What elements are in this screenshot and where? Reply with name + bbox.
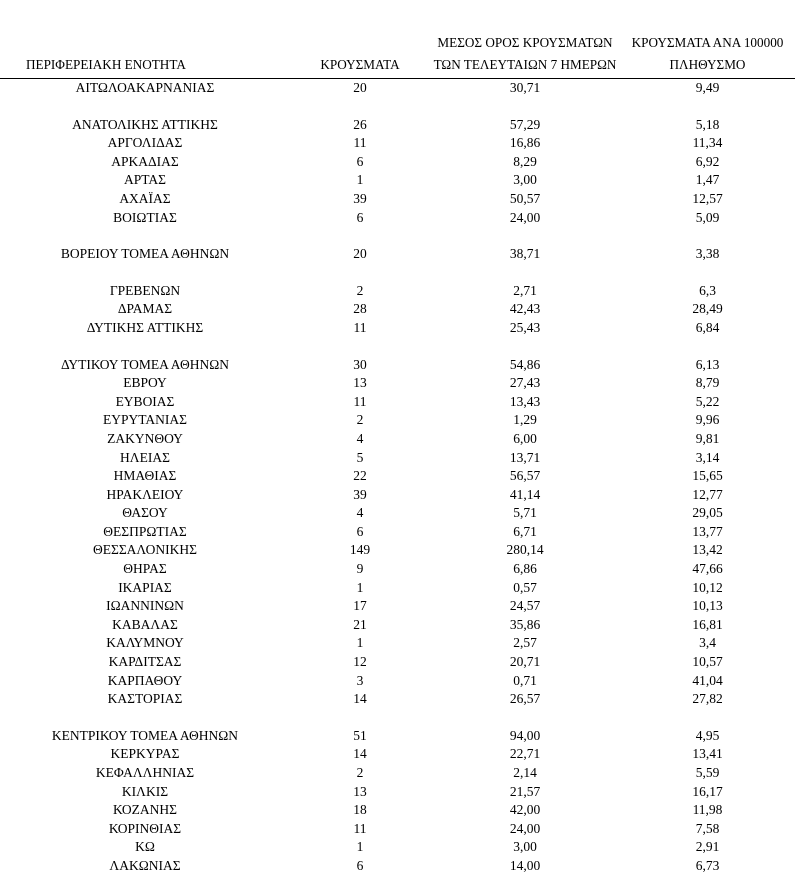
cell-region: ΕΥΒΟΙΑΣ <box>115 393 175 409</box>
cell-cases: 12 <box>353 654 367 670</box>
table-row <box>0 79 795 98</box>
table-row <box>0 411 795 430</box>
cell-avg7: 21,57 <box>509 783 541 799</box>
cell-cases: 18 <box>353 802 367 818</box>
cell-avg7: 27,43 <box>509 375 541 391</box>
cell-avg7: 38,71 <box>509 246 541 262</box>
header-region-top <box>0 0 290 52</box>
cell-region: ΒΟΡΕΙΟΥ ΤΟΜΕΑ ΑΘΗΝΩΝ <box>60 246 230 262</box>
table-row <box>0 449 795 468</box>
cell-avg7: 6,71 <box>513 523 537 539</box>
cell-avg7: 57,29 <box>509 116 541 132</box>
cell-per100k: 13,77 <box>692 523 723 539</box>
cell-region: ΚΕΡΚΥΡΑΣ <box>110 746 180 762</box>
table-row <box>0 319 795 338</box>
header-cases: ΚΡΟΥΣΜΑΤΑ <box>290 52 430 79</box>
table-row <box>0 560 795 579</box>
table-row <box>0 838 795 857</box>
cell-avg7: 6,00 <box>513 430 537 446</box>
cell-cases: 2 <box>356 765 364 780</box>
cell-cases: 13 <box>353 375 367 391</box>
cell-cases: 2 <box>356 282 364 298</box>
cell-per100k: 6,92 <box>695 153 720 169</box>
table-row <box>0 783 795 802</box>
cell-cases: 11 <box>353 820 367 836</box>
cell-avg7: 24,00 <box>509 209 541 225</box>
table-row <box>0 857 795 876</box>
cell-avg7: 22,71 <box>509 746 541 762</box>
cell-avg7: 13,71 <box>509 449 541 465</box>
cell-region: ΘΕΣΣΑΛΟΝΙΚΗΣ <box>92 542 198 558</box>
cell-per100k: 10,57 <box>692 654 723 670</box>
cell-cases: 30 <box>353 356 367 372</box>
cell-cases: 5 <box>356 449 364 465</box>
cell-cases: 14 <box>353 691 367 707</box>
cell-cases: 14 <box>353 746 367 762</box>
cell-cases: 4 <box>356 430 364 446</box>
cell-per100k: 3,14 <box>695 449 720 465</box>
cell-avg7: 35,86 <box>509 616 541 632</box>
cell-avg7: 30,71 <box>509 80 541 95</box>
cell-cases: 1 <box>356 635 364 651</box>
table-row <box>0 134 795 153</box>
cell-per100k: 5,59 <box>695 765 720 780</box>
table-spacer-row <box>0 227 795 245</box>
table-row <box>0 116 795 135</box>
cell-cases: 149 <box>349 542 371 558</box>
cell-region: ΑΙΤΩΛΟΑΚΑΡΝΑΝΙΑΣ <box>75 80 215 95</box>
cell-avg7: 6,86 <box>513 561 537 577</box>
cell-avg7: 8,29 <box>513 153 537 169</box>
cell-cases: 9 <box>356 561 364 577</box>
cell-region: ΚΑΡΔΙΤΣΑΣ <box>108 654 182 670</box>
table-row <box>0 356 795 375</box>
table-row <box>0 634 795 653</box>
cell-cases: 21 <box>353 616 367 632</box>
cell-cases: 26 <box>353 116 367 132</box>
cell-per100k: 16,81 <box>692 616 723 632</box>
table-spacer-row <box>0 338 795 356</box>
cell-per100k: 7,58 <box>695 820 720 836</box>
header-per100k-line1: ΚΡΟΥΣΜΑΤΑ ΑΝΑ 100000 <box>631 35 784 51</box>
cell-per100k: 15,65 <box>692 468 723 484</box>
cell-region: ΛΑΚΩΝΙΑΣ <box>109 857 181 873</box>
table-row <box>0 672 795 691</box>
cell-region: ΚΕΝΤΡΙΚΟΥ ΤΟΜΕΑ ΑΘΗΝΩΝ <box>51 727 239 743</box>
table-row <box>0 727 795 746</box>
cell-cases: 13 <box>353 783 367 799</box>
cell-region: ΘΑΣΟΥ <box>122 505 168 521</box>
table-row <box>0 801 795 820</box>
cell-region: ΔΥΤΙΚΗΣ ΑΤΤΙΚΗΣ <box>86 319 204 335</box>
table-body <box>0 79 795 876</box>
cell-region: ΚΩ <box>135 839 155 855</box>
cell-region: ΗΡΑΚΛΕΙΟΥ <box>106 486 184 502</box>
table-row <box>0 820 795 839</box>
cell-cases: 20 <box>353 80 367 95</box>
cell-cases: 20 <box>353 246 367 262</box>
cell-region: ΓΡΕΒΕΝΩΝ <box>109 282 181 298</box>
cell-avg7: 24,00 <box>509 820 541 836</box>
cell-cases: 39 <box>353 486 367 502</box>
cell-per100k: 3,4 <box>699 635 716 651</box>
cell-avg7: 1,29 <box>513 412 537 428</box>
cell-per100k: 29,05 <box>692 505 723 521</box>
table-row <box>0 300 795 319</box>
cell-avg7: 25,43 <box>509 319 541 335</box>
cell-per100k: 9,96 <box>695 412 720 428</box>
cell-cases: 17 <box>353 598 367 614</box>
cell-cases: 1 <box>356 839 364 855</box>
cell-per100k: 13,42 <box>692 542 723 558</box>
cell-per100k: 12,57 <box>692 190 723 206</box>
cell-region: ΕΒΡΟΥ <box>123 375 167 391</box>
table-row <box>0 486 795 505</box>
cell-avg7: 24,57 <box>509 598 541 614</box>
header-avg7-line1: ΜΕΣΟΣ ΟΡΟΣ ΚΡΟΥΣΜΑΤΩΝ <box>437 35 613 51</box>
cell-per100k: 12,77 <box>692 486 723 502</box>
header-per100k-line2: ΠΛΗΘΥΣΜΟ <box>620 52 795 79</box>
table-row <box>0 523 795 542</box>
table-row <box>0 190 795 209</box>
table-row <box>0 597 795 616</box>
cell-cases: 11 <box>353 319 367 335</box>
cell-per100k: 4,95 <box>695 727 720 743</box>
cell-avg7: 0,57 <box>513 579 537 595</box>
table-row <box>0 209 795 228</box>
cell-region: ΑΡΓΟΛΙΔΑΣ <box>107 135 183 151</box>
cell-avg7: 2,71 <box>513 282 537 298</box>
cell-avg7: 280,14 <box>506 542 544 558</box>
header-avg7-line2: ΤΩΝ ΤΕΛΕΥΤΑΙΩΝ 7 ΗΜΕΡΩΝ <box>430 52 620 79</box>
cell-avg7: 42,00 <box>509 802 541 818</box>
cell-region: ΚΑΛΥΜΝΟΥ <box>106 635 184 651</box>
cell-cases: 1 <box>356 579 364 595</box>
table-row <box>0 579 795 598</box>
cell-per100k: 3,38 <box>695 246 720 262</box>
cell-region: ΒΟΙΩΤΙΑΣ <box>113 209 177 225</box>
table-row <box>0 374 795 393</box>
table-row <box>0 541 795 560</box>
cell-per100k: 28,49 <box>692 301 723 317</box>
cell-avg7: 20,71 <box>509 654 541 670</box>
cell-per100k: 11,98 <box>692 802 723 818</box>
cell-per100k: 6,84 <box>695 319 720 335</box>
cell-avg7: 2,57 <box>513 635 537 651</box>
cell-avg7: 2,14 <box>513 765 537 780</box>
cell-cases: 6 <box>356 857 364 873</box>
cell-region: ΚΑΡΠΑΘΟΥ <box>107 672 183 688</box>
cell-per100k: 9,49 <box>695 80 720 95</box>
cell-region: ΑΝΑΤΟΛΙΚΗΣ ΑΤΤΙΚΗΣ <box>72 116 218 132</box>
table-spacer-row <box>0 709 795 727</box>
cell-avg7: 5,71 <box>513 505 537 521</box>
cell-region: ΚΑΒΑΛΑΣ <box>112 616 178 632</box>
cell-cases: 6 <box>356 153 364 169</box>
cell-region: ΚΙΛΚΙΣ <box>121 783 169 799</box>
cell-avg7: 56,57 <box>509 468 541 484</box>
cell-avg7: 16,86 <box>509 135 541 151</box>
cell-avg7: 41,14 <box>509 486 541 502</box>
cell-region: ΙΚΑΡΙΑΣ <box>118 579 172 595</box>
table-row <box>0 282 795 301</box>
cell-region: ΔΡΑΜΑΣ <box>117 301 173 317</box>
cell-region: ΖΑΚΥΝΘΟΥ <box>107 430 183 446</box>
cell-per100k: 6,13 <box>695 356 720 372</box>
cell-per100k: 2,91 <box>695 839 720 855</box>
cell-cases: 4 <box>356 505 364 521</box>
cell-avg7: 13,43 <box>509 393 541 409</box>
cell-region: ΘΗΡΑΣ <box>123 561 167 577</box>
cell-per100k: 9,81 <box>695 430 720 446</box>
cell-avg7: 3,00 <box>513 172 537 188</box>
table-spacer-row <box>0 98 795 116</box>
cell-region: ΙΩΑΝΝΙΝΩΝ <box>106 598 184 614</box>
cell-avg7: 42,43 <box>509 301 541 317</box>
cell-region: ΕΥΡΥΤΑΝΙΑΣ <box>102 412 188 428</box>
cell-avg7: 0,71 <box>513 672 537 688</box>
table-row <box>0 245 795 264</box>
cell-per100k: 11,34 <box>692 135 723 151</box>
cell-cases: 28 <box>353 301 367 317</box>
cell-region: ΚΑΣΤΟΡΙΑΣ <box>107 691 183 707</box>
cell-avg7: 50,57 <box>509 190 541 206</box>
cell-per100k: 5,18 <box>695 116 720 132</box>
cell-region: ΚΕΦΑΛΛΗΝΙΑΣ <box>95 765 195 780</box>
cell-cases: 51 <box>353 727 367 743</box>
cell-region: ΑΡΤΑΣ <box>123 172 167 188</box>
cell-per100k: 6,3 <box>699 282 716 298</box>
cell-cases: 11 <box>353 135 367 151</box>
table-row <box>0 393 795 412</box>
cell-avg7: 54,86 <box>509 356 541 372</box>
table-row <box>0 616 795 635</box>
cell-cases: 39 <box>353 190 367 206</box>
header-region: ΠΕΡΙΦΕΡΕΙΑΚΗ ΕΝΟΤΗΤΑ <box>0 52 290 79</box>
cell-per100k: 47,66 <box>692 561 723 577</box>
cell-per100k: 10,12 <box>692 579 723 595</box>
table-spacer-row <box>0 264 795 282</box>
table-row <box>0 653 795 672</box>
cell-per100k: 41,04 <box>692 672 723 688</box>
cell-region: ΚΟΡΙΝΘΙΑΣ <box>108 820 182 836</box>
cell-cases: 2 <box>356 412 364 428</box>
cell-avg7: 3,00 <box>513 839 537 855</box>
cell-per100k: 6,73 <box>695 857 720 873</box>
cell-avg7: 14,00 <box>509 857 541 873</box>
cell-region: ΚΟΖΑΝΗΣ <box>113 802 177 818</box>
table-row <box>0 504 795 523</box>
cell-region: ΑΧΑΪΑΣ <box>119 190 171 206</box>
cell-region: ΑΡΚΑΔΙΑΣ <box>111 153 179 169</box>
header-cases-top <box>290 0 430 52</box>
cell-region: ΗΜΑΘΙΑΣ <box>113 468 177 484</box>
cell-avg7: 94,00 <box>509 727 541 743</box>
cell-cases: 11 <box>353 393 367 409</box>
cell-per100k: 8,79 <box>695 375 720 391</box>
cell-cases: 6 <box>356 523 364 539</box>
cell-region: ΘΕΣΠΡΩΤΙΑΣ <box>103 523 187 539</box>
cell-per100k: 13,41 <box>692 746 723 762</box>
table-header <box>0 0 795 79</box>
table-row <box>0 467 795 486</box>
cell-per100k: 5,22 <box>695 393 720 409</box>
cell-cases: 6 <box>356 209 364 225</box>
table-row <box>0 690 795 709</box>
cell-avg7: 26,57 <box>509 691 541 707</box>
cell-per100k: 27,82 <box>692 691 723 707</box>
table-row <box>0 171 795 190</box>
cell-cases: 3 <box>356 672 364 688</box>
table-row <box>0 764 795 783</box>
cell-per100k: 10,13 <box>692 598 723 614</box>
cell-cases: 22 <box>353 468 367 484</box>
table-row <box>0 745 795 764</box>
table-row <box>0 430 795 449</box>
cell-region: ΗΛΕΙΑΣ <box>120 449 170 465</box>
cell-per100k: 5,09 <box>695 209 720 225</box>
cell-per100k: 16,17 <box>692 783 723 799</box>
cell-per100k: 1,47 <box>695 172 720 188</box>
cell-region: ΔΥΤΙΚΟΥ ΤΟΜΕΑ ΑΘΗΝΩΝ <box>60 356 230 372</box>
cell-cases: 1 <box>356 172 364 188</box>
table-row <box>0 153 795 172</box>
